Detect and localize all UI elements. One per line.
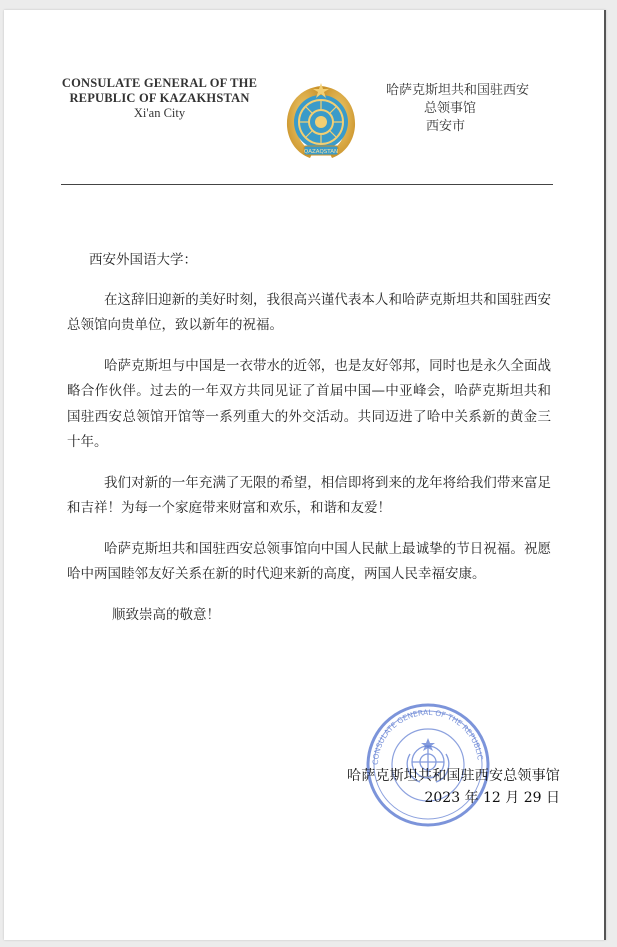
svg-text:CONSULATE GENERAL OF THE REPUB: CONSULATE GENERAL OF THE REPUBLIC — [370, 707, 485, 766]
header-divider — [61, 184, 553, 185]
header-en-line-2: REPUBLIC OF KAZAKHSTAN — [69, 91, 250, 105]
paragraph-4: 哈萨克斯坦共和国驻西安总领事馆向中国人民献上最诚挚的节日祝福。祝愿哈中两国睦邻友好关系在新的时代迎来新的高度，两国人民幸福安康。 — [67, 540, 551, 582]
signature-block — [330, 765, 560, 809]
header-zh-line-2: 总领事馆 — [424, 101, 477, 116]
paragraph-3: 我们对新的一年充满了无限的希望，相信即将到来的龙年将给我们带来富足和吉祥！为每一个家庭带来财富和欢乐，和谐和友爱！ — [67, 474, 551, 516]
signature-name: 哈萨克斯坦共和国驻西安总领事馆 — [347, 768, 560, 784]
paragraph-2: 哈萨克斯坦与中国是一衣带水的近邻，也是友好邻邦，同时也是永久全面战略合作伙伴。过去的一年双方共同见证了首届中国—中亚峰会，哈萨克斯坦共和国驻西安总领馆开馆等一系列重大的外交活动。共同迈进了哈中关系新的黄金三十年。 — [67, 357, 551, 450]
header-zh-line-1: 哈萨克斯坦共和国驻西安 — [386, 83, 530, 98]
closing-line: 顺致崇高的敬意！ — [112, 606, 220, 623]
header-en-city: Xi'an City — [133, 106, 186, 120]
salutation: 西安外国语大学： — [89, 252, 197, 268]
letter-page — [4, 10, 606, 940]
svg-text:QAZAQSTAN: QAZAQSTAN — [303, 149, 339, 155]
consulate-name-english — [52, 76, 267, 121]
state-emblem-icon — [280, 78, 362, 164]
header-zh-line-3: 西安市 — [426, 119, 466, 134]
signature-date: 2023 年 12 月 29 日 — [424, 790, 560, 806]
paragraph-1: 在这辞旧迎新的美好时刻，我很高兴谨代表本人和哈萨克斯坦共和国驻西安总领馆向贵单位，致以新年的祝福。 — [67, 291, 551, 333]
consulate-name-chinese — [386, 82, 556, 136]
header-en-line-1: CONSULATE GENERAL OF THE — [61, 76, 258, 90]
letter-body — [67, 248, 551, 628]
